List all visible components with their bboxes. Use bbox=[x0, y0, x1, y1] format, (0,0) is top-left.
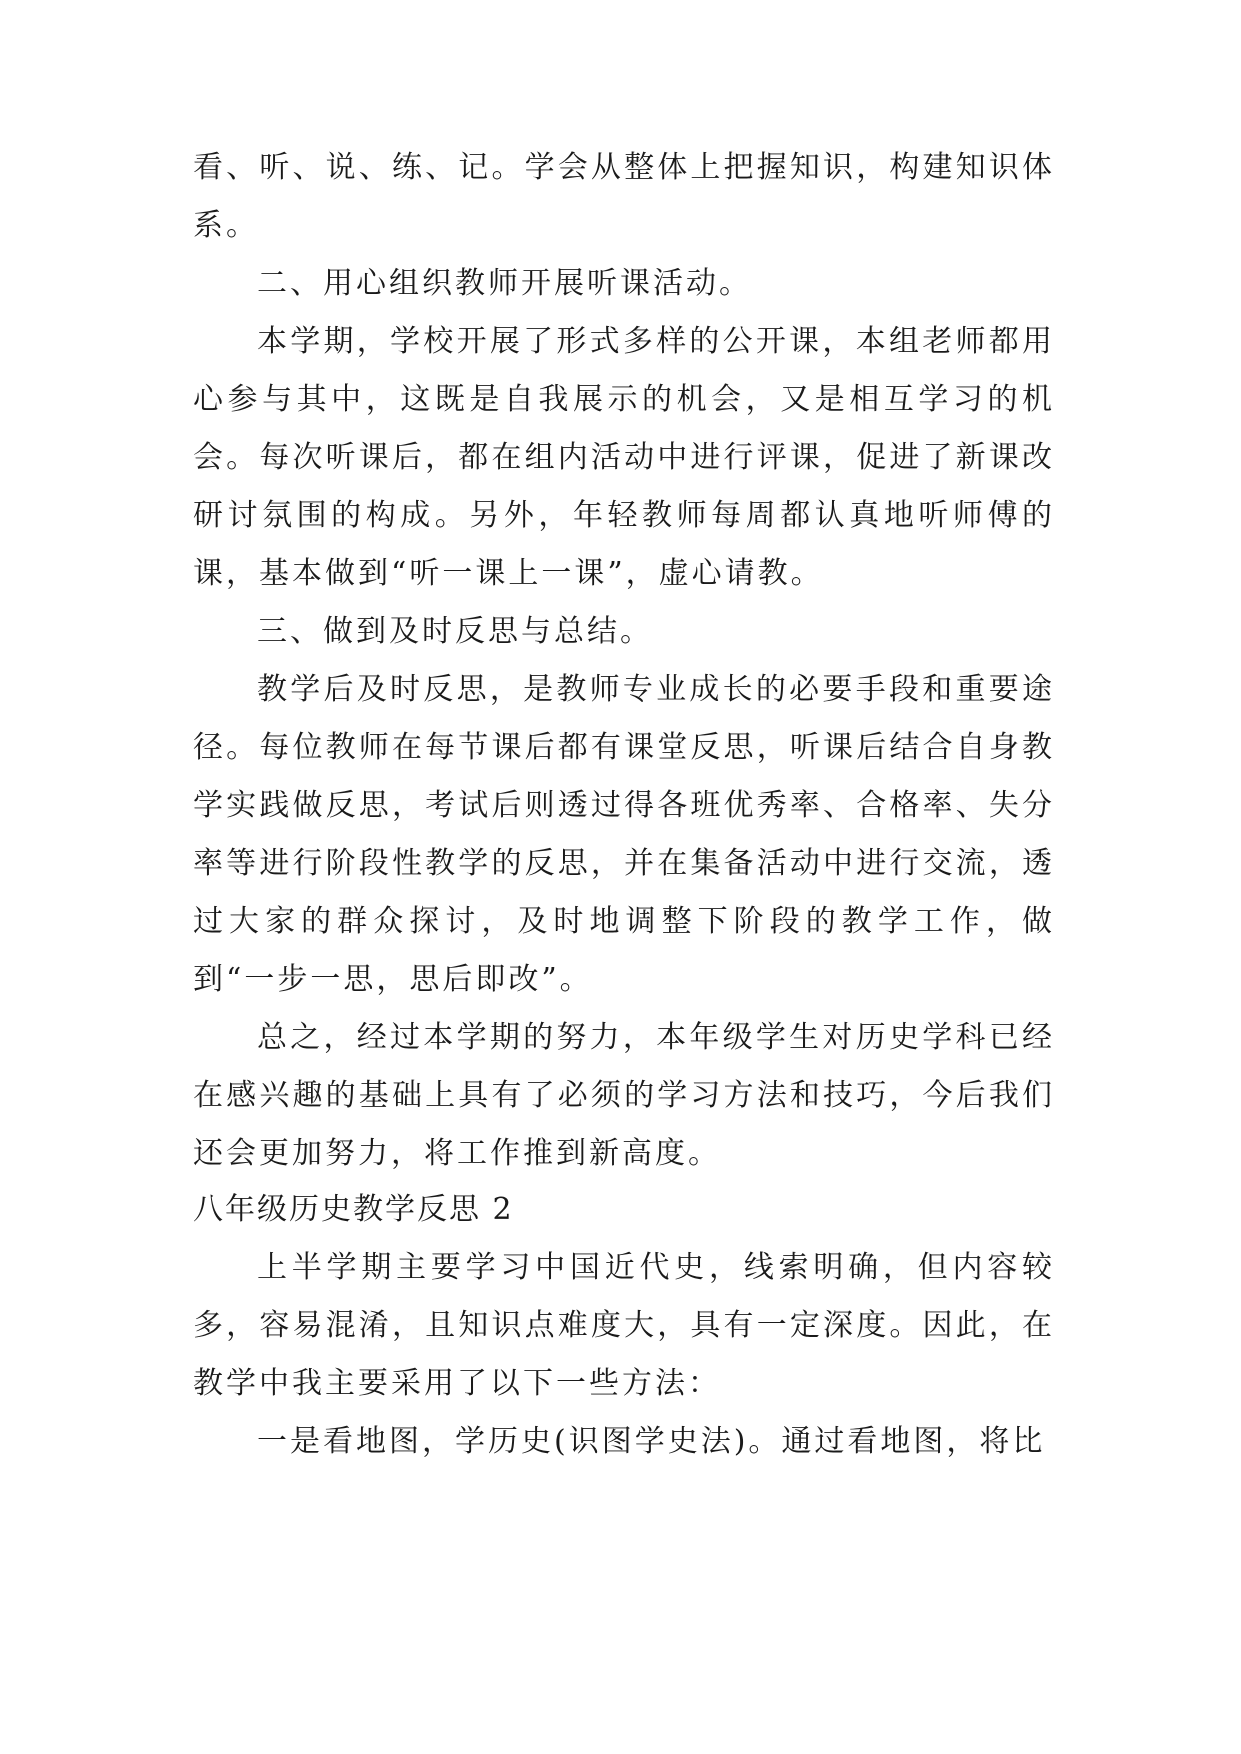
section-heading-reflection: 三、做到及时反思与总结。 bbox=[257, 614, 653, 649]
paragraph-summary: 总之，经过本学期的努力，本年级学生对历史学科已经在感兴趣的基础上具有了必须的学习方法和技巧，今后我们还会更加努力，将工作推到新高度。 bbox=[193, 1020, 1055, 1171]
paragraph-listening-activities: 本学期，学校开展了形式多样的公开课，本组老师都用心参与其中，这既是自我展示的机会，又是相互学习的机会。每次听课后，都在组内活动中进行评课，促进了新课改研讨氛围的构成。另外，年轻教师每周都认真地听师傅的课，基本做到“听一课上一课”，虚心请教。 bbox=[193, 324, 1055, 591]
section-title: 八年级历史教学反思 2 bbox=[193, 1192, 514, 1227]
paragraph-reflection: 教学后及时反思，是教师专业成长的必要手段和重要途径。每位教师在每节课后都有课堂反思，听课后结合自身教学实践做反思，考试后则透过得各班优秀率、合格率、失分率等进行阶段性教学的反思，并在集备活动中进行交流，透过大家的群众探讨，及时地调整下阶段的教学工作，做到“一步一思，思后即改”。 bbox=[193, 672, 1055, 997]
paragraph-method-one: 一是看地图，学历史(识图学史法)。通过看地图，将比 bbox=[257, 1424, 1046, 1459]
continuation-paragraph: 看、听、说、练、记。学会从整体上把握知识，构建知识体系。 bbox=[193, 150, 1055, 243]
paragraph-intro: 上半学期主要学习中国近代史，线索明确，但内容较多，容易混淆，且知识点难度大，具有一定深度。因此，在教学中我主要采用了以下一些方法： bbox=[193, 1250, 1055, 1401]
section-heading-listening: 二、用心组织教师开展听课活动。 bbox=[257, 266, 752, 301]
